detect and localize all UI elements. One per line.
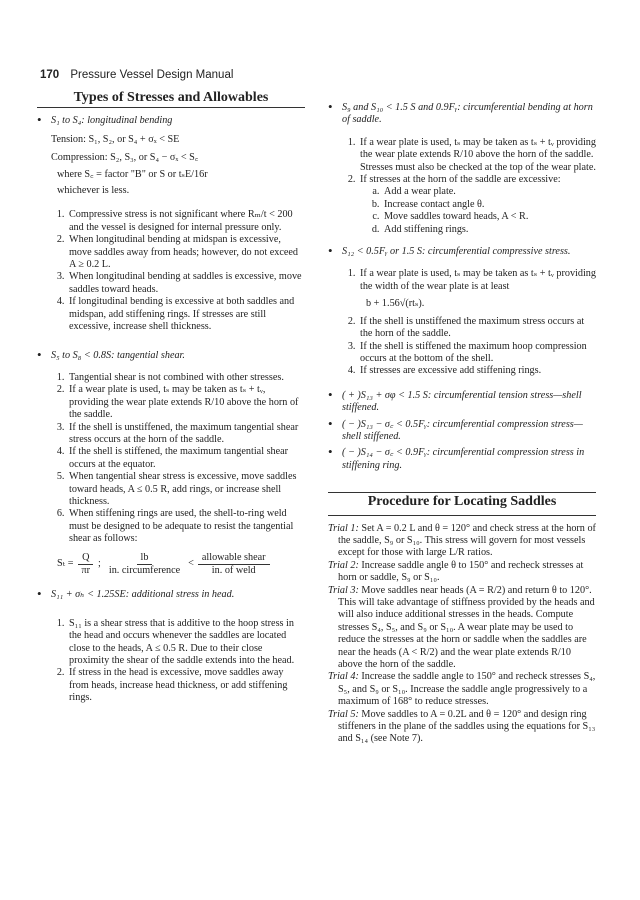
frac-den: in. of weld [211, 565, 256, 576]
page-number: 170 [40, 69, 60, 81]
list-item: 1. Tangential shear is not combined with other stresses. [67, 372, 305, 384]
list-item [358, 268, 596, 310]
list-item: 5. When tangential shear stress is excessive, move saddles toward heads, A ≤ 0.5 R, add rings, or increase shell thickness. [67, 471, 305, 508]
formula-sep: ; [98, 558, 101, 570]
list-item: d. Add stiffening rings. [382, 224, 596, 236]
tangential-notes [37, 372, 305, 546]
trial-label: Trial 5: [328, 708, 359, 720]
bullet-head-stress: • S₁₁ + σₕ < 1.25SE: additional stress in head. [37, 589, 305, 601]
bullet-longitudinal-bending: • S₁ to S₄: longitudinal bending [37, 115, 305, 127]
list-item: 3. If the shell is stiffened the maximum hoop compression occurs at the bottom of the shell. [358, 341, 596, 366]
list-item: a. Add a wear plate. [382, 186, 596, 198]
trial-text: Increase the saddle angle to 150° and recheck stresses S₄, S₅, and S₉ or S₁₀. Increase the saddle angle progressively to a maximum of 168° to reduce stresses. [338, 671, 596, 708]
list-item: 3. If the shell is unstiffened, the maximum tangential shear stress occurs at the horn of the saddle. [67, 422, 305, 447]
formula-lt: < [188, 558, 194, 570]
circumferential-notes [328, 137, 596, 236]
list-item: 2. If the shell is unstiffened the maximum stress occurs at the horn of the saddle. [358, 316, 596, 341]
fraction-allowable [198, 552, 270, 578]
list-item: 4. If the shell is stiffened, the maximum tangential shear occurs at the equator. [67, 446, 305, 471]
trial-label: Trial 1: [328, 522, 359, 534]
list-item: 1. If a wear plate is used, tₛ may be taken as tₛ + tᵥ providing the wear plate extends R/10 above the horn of the saddle. Stresses must also be checked at the top of the wear plate. [358, 137, 596, 174]
trial-list [328, 523, 596, 746]
list-item: 2. When longitudinal bending at midspan is excessive, move saddles away from heads; however, do not exceed A ≥ 0.2 L. [67, 234, 305, 271]
list-item: c. Move saddles toward heads, A < R. [382, 211, 596, 223]
trial-item [328, 671, 596, 708]
frac-num: lb [137, 552, 153, 565]
list-item-text: If stresses at the horn of the saddle are excessive: [360, 174, 561, 186]
fraction-q-pir [77, 552, 94, 578]
list-item: 4. If longitudinal bending is excessive at both saddles and midspan, add stiffening rings. If stresses are still excessive, increase shell thickness. [67, 296, 305, 333]
bullet-circumferential-bending: • S₉ and S₁₀ < 1.5 S and 0.9Fᵧ: circumferential bending at horn of saddle. [328, 102, 596, 127]
list-item: 2. If a wear plate is used, tₛ may be taken as tₛ + tᵥ, providing the wear plate extends R/10 above the horn of the saddle. [67, 384, 305, 421]
tension-eq: Tension: S₁, S₂, or S₄ + σₓ < SE [51, 133, 180, 145]
left-column [37, 92, 305, 705]
section-heading-saddles: Procedure for Locating Saddles [367, 494, 557, 510]
trial-item [328, 560, 596, 585]
frac-num: Q [78, 552, 93, 565]
bullet-tangential-shear: • S₅ to S₈ < 0.8S: tangential shear. [37, 350, 305, 362]
list-item: 1. Compressive stress is not significant where Rₘ/t < 200 and the vessel is designed for internal pressure only. [67, 209, 305, 234]
right-column [328, 92, 596, 746]
compression-notes [328, 268, 596, 377]
frac-num: allowable shear [198, 552, 270, 565]
section-heading-stresses: Types of Stresses and Allowables [73, 90, 269, 105]
page-header [40, 69, 233, 81]
bullet-tension-stiffened: • ( + )S₁₃ + σφ < 1.5 S: circumferential tension stress—shell stiffened. [328, 390, 596, 415]
trial-item [328, 709, 596, 746]
width-formula: b + 1.56√(rtₛ). [366, 298, 425, 310]
list-item: 1. S₁₁ is a shear stress that is additive to the hoop stress in the head and occurs whenever the saddles are located close to the heads, A ≤ 0.5 R. Due to their close proximity the shear of the saddle extends into the head. [67, 618, 305, 668]
trial-text: Increase saddle angle θ to 150° and recheck stresses at horn or saddle, S₉ or S₁₀. [338, 559, 584, 584]
trial-text: Set A = 0.2 L and θ = 120° and check stress at the horn of the saddle, S₉ or S₁₀. This stress will govern for most vessels except for those with large L/R ratios. [338, 522, 596, 559]
running-title: Pressure Vessel Design Manual [70, 69, 234, 81]
frac-den: πr [81, 565, 91, 576]
head-notes [37, 618, 305, 705]
trial-label: Trial 2: [328, 559, 359, 571]
heading-rule [37, 107, 305, 108]
where-clause: where S꜀ = factor "B" or S or tₛE/16r [57, 168, 208, 180]
list-item: b. Increase contact angle θ. [382, 199, 596, 211]
trial-text: Move saddles to A = 0.2L and θ = 120° and design ring stiffeners in the plane of the saddles using the equations for S₁₃ and S₁₄ (see Note 7). [338, 708, 596, 745]
bullet-compression-ring: • ( − )S₁₄ − σ꜀ < 0.9Fᵧ: circumferential compression stress in stiffening ring. [328, 447, 596, 472]
remedy-list [360, 186, 596, 236]
list-item [358, 174, 596, 236]
list-item: 2. If stress in the head is excessive, move saddles away from heads, increase head thickness, or add stiffening rings. [67, 667, 305, 704]
bullet-compression-stiffened: • ( − )S₁₃ − σ꜀ < 0.5Fᵧ: circumferential compression stress—shell stiffened. [328, 419, 596, 444]
longitudinal-notes [37, 209, 305, 333]
heading-rule [328, 515, 596, 516]
trial-text: Move saddles near heads (A = R/2) and return θ to 120°. This will take advantage of stiffness provided by the heads and will also induce additional stresses in the heads. Compute stresses S₄, S₅, and S₉ or S₁₀. A wear plate may be used to reduce the stresses at the horn or saddle when the saddles are near the heads (A < R/2) and the wear plate extends R/10 above the horn of the saddle. [338, 584, 595, 671]
trial-item [328, 523, 596, 560]
formula-lhs: Sₜ = [57, 558, 74, 570]
compression-eq: Compression: S₂, S₃, or S₄ − σₓ < S꜀ [51, 152, 199, 164]
trial-item [328, 585, 596, 672]
list-item: 4. If stresses are excessive add stiffening rings. [358, 365, 596, 377]
whichever-clause: whichever is less. [57, 185, 130, 197]
fraction-lb [105, 552, 184, 578]
heading-rule [328, 492, 596, 493]
shear-formula [37, 552, 305, 578]
frac-den: in. circumference [108, 565, 181, 576]
trial-label: Trial 3: [328, 584, 359, 596]
list-item-text: If a wear plate is used, tₛ may be taken as tₛ + tᵥ providing the width of the wear plate is at least [360, 268, 596, 292]
list-item: 3. When longitudinal bending at saddles is excessive, move saddles toward heads. [67, 271, 305, 296]
bullet-circumferential-compression: • S₁₂ < 0.5Fᵧ or 1.5 S: circumferential compressive stress. [328, 246, 596, 258]
list-item: 6. When stiffening rings are used, the shell-to-ring weld must be designed to be adequate to resist the tangential shear as follows: [67, 508, 305, 545]
trial-label: Trial 4: [328, 671, 359, 683]
